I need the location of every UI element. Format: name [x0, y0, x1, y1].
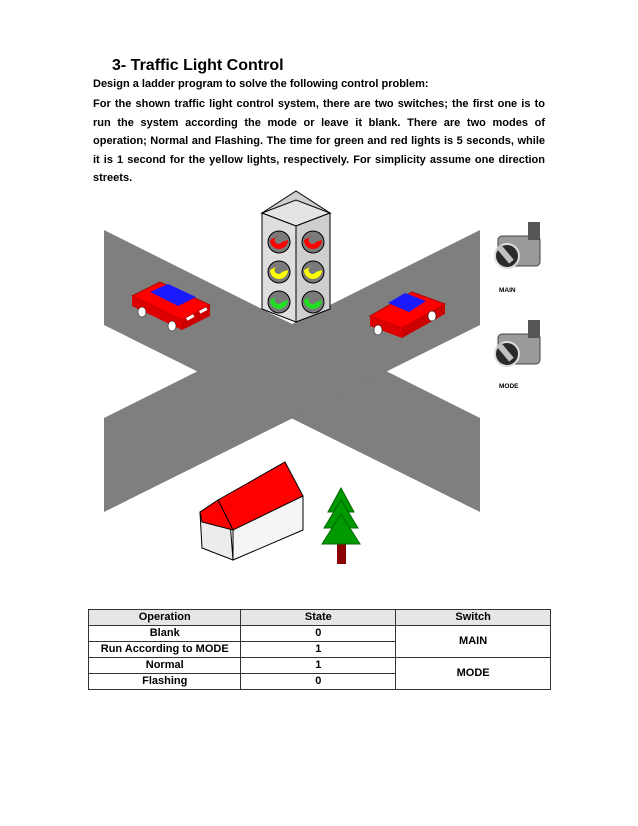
cell-state: 1 — [241, 658, 396, 674]
cell-operation: Run According to MODE — [89, 642, 241, 658]
main-switch-label: MAIN — [499, 287, 516, 294]
operation-table — [88, 609, 551, 690]
green-light-left — [268, 291, 290, 313]
problem-subheading: Design a ladder program to solve the following control problem: — [93, 78, 429, 90]
header-state: State — [241, 610, 396, 626]
green-light-right — [302, 291, 324, 313]
cell-switch: MAIN — [396, 626, 551, 658]
red-light-left — [268, 231, 290, 253]
pine-tree-icon — [322, 488, 360, 564]
cell-switch: MODE — [396, 658, 551, 690]
red-light-right — [302, 231, 324, 253]
table-header-row — [89, 610, 551, 626]
cell-state: 0 — [241, 626, 396, 642]
cell-operation: Normal — [89, 658, 241, 674]
table-row — [89, 626, 551, 642]
table-row — [89, 658, 551, 674]
mode-switch-icon — [495, 320, 540, 366]
cell-operation: Flashing — [89, 674, 241, 690]
cell-state: 1 — [241, 642, 396, 658]
header-operation: Operation — [89, 610, 241, 626]
section-heading: 3- Traffic Light Control — [112, 57, 284, 74]
main-switch-icon — [495, 222, 540, 268]
yellow-light-right — [302, 261, 324, 283]
problem-description: For the shown traffic light control system, there are two switches; the first one is to run the system according the mode or leave it blank. There are two modes of operation; Normal and Flashing. The time for green and red lights is 5 seconds, while it is 1 second for the yellow lights, respectively. For simplicity assume one direction streets. — [93, 98, 545, 185]
cell-operation: Blank — [89, 626, 241, 642]
traffic-light-tower — [262, 191, 330, 322]
cell-state: 0 — [241, 674, 396, 690]
mode-switch-label: MODE — [499, 383, 519, 390]
yellow-light-left — [268, 261, 290, 283]
header-switch: Switch — [396, 610, 551, 626]
house-icon — [200, 462, 303, 560]
